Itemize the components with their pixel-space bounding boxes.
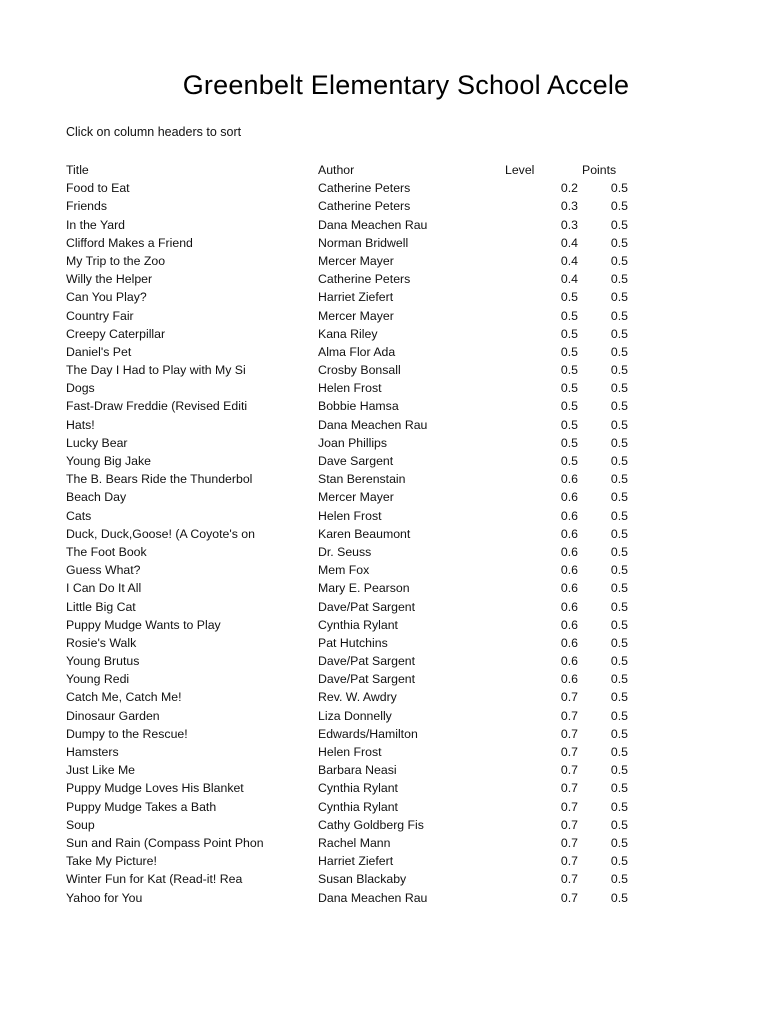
cell-title: Guess What? [66, 563, 141, 578]
cell-title: Puppy Mudge Wants to Play [66, 617, 221, 632]
table-row [0, 889, 768, 907]
cell-author: Dana Meachen Rau [318, 217, 428, 232]
cell-title: Fast-Draw Freddie (Revised Editi [66, 399, 248, 414]
table-row [0, 361, 768, 379]
cell-level: 0.7 [560, 690, 578, 705]
cell-title: Rosie's Walk [66, 635, 137, 650]
table-header-row [0, 161, 768, 179]
cell-level: 0.6 [560, 490, 578, 505]
table-row [0, 652, 768, 670]
cell-points: 0.5 [610, 763, 628, 778]
cell-title: Can You Play? [66, 290, 147, 305]
table-row [0, 252, 768, 270]
cell-author: Harriet Ziefert [318, 290, 394, 305]
cell-level: 0.4 [560, 272, 578, 287]
cell-author: Mercer Mayer [318, 253, 394, 268]
cell-title: In the Yard [66, 217, 126, 232]
cell-title: Take My Picture! [66, 854, 157, 869]
cell-author: Helen Frost [318, 745, 382, 759]
table-row [0, 234, 768, 252]
table-row [0, 688, 768, 706]
cell-points: 0.5 [610, 454, 628, 468]
cell-author: Rev. W. Awdry [318, 690, 397, 705]
cell-points: 0.5 [610, 854, 628, 869]
table-row [0, 325, 768, 343]
cell-author: Barbara Neasi [318, 763, 397, 778]
cell-author: Mem Fox [318, 563, 370, 578]
table-row [0, 452, 768, 470]
cell-points: 0.5 [610, 363, 628, 378]
cell-title: Hamsters [66, 745, 119, 759]
cell-points: 0.5 [610, 381, 628, 396]
table-row [0, 507, 768, 525]
cell-title: Food to Eat [66, 181, 130, 196]
cell-author: Susan Blackaby [318, 872, 407, 887]
cell-points: 0.5 [610, 308, 628, 323]
table-row [0, 743, 768, 761]
cell-points: 0.5 [610, 817, 628, 832]
cell-points: 0.5 [610, 872, 628, 887]
cell-title: Winter Fun for Kat (Read-it! Rea [66, 872, 243, 887]
cell-title: Young Redi [66, 672, 130, 687]
table-row [0, 343, 768, 361]
cell-title: Cats [66, 508, 92, 523]
cell-points: 0.5 [610, 745, 628, 759]
cell-points: 0.5 [610, 472, 628, 487]
table-row [0, 834, 768, 852]
cell-title: Little Big Cat [66, 599, 136, 614]
cell-points: 0.5 [610, 326, 628, 341]
cell-level: 0.6 [560, 599, 578, 614]
cell-points: 0.5 [610, 581, 628, 596]
cell-title: Young Big Jake [66, 454, 152, 468]
table-row [0, 288, 768, 306]
table-row [0, 216, 768, 234]
cell-title: Duck, Duck,Goose! (A Coyote's on [66, 526, 255, 541]
table-row [0, 616, 768, 634]
table-row [0, 179, 768, 197]
cell-points: 0.5 [610, 235, 628, 250]
table-row [0, 270, 768, 288]
cell-points: 0.5 [610, 399, 628, 414]
cell-level: 0.6 [560, 526, 578, 541]
cell-author: Edwards/Hamilton [318, 726, 418, 741]
table-row [0, 543, 768, 561]
cell-title: I Can Do It All [66, 581, 142, 596]
cell-level: 0.6 [560, 563, 578, 578]
cell-points: 0.5 [610, 435, 628, 450]
column-header-points[interactable]: Points [582, 163, 617, 177]
cell-author: Joan Phillips [318, 435, 388, 450]
page-title: Greenbelt Elementary School Accele [182, 70, 630, 100]
cell-points: 0.5 [610, 690, 628, 705]
cell-author: Mercer Mayer [318, 308, 394, 323]
cell-level: 0.4 [560, 235, 578, 250]
cell-author: Helen Frost [318, 381, 382, 396]
cell-level: 0.7 [560, 890, 578, 905]
cell-author: Mary E. Pearson [318, 581, 410, 596]
table-row [0, 798, 768, 816]
cell-title: The B. Bears Ride the Thunderbol [66, 472, 253, 487]
cell-level: 0.6 [560, 581, 578, 596]
cell-title: Young Brutus [66, 654, 140, 669]
cell-level: 0.7 [560, 745, 578, 759]
cell-title: Sun and Rain (Compass Point Phon [66, 835, 264, 850]
table-row [0, 561, 768, 579]
cell-author: Dr. Seuss [318, 544, 372, 559]
cell-author: Stan Berenstain [318, 472, 406, 487]
cell-level: 0.5 [560, 326, 578, 341]
table-row [0, 761, 768, 779]
cell-author: Cynthia Rylant [318, 781, 398, 796]
cell-level: 0.7 [560, 781, 578, 796]
cell-level: 0.6 [560, 654, 578, 669]
table-row [0, 725, 768, 743]
cell-level: 0.6 [560, 635, 578, 650]
cell-level: 0.5 [560, 435, 578, 450]
table-row [0, 779, 768, 797]
cell-points: 0.5 [610, 890, 628, 905]
sort-instruction: Click on column headers to sort [66, 125, 242, 139]
cell-points: 0.5 [610, 563, 628, 578]
cell-author: Kana Riley [318, 326, 378, 341]
table-row [0, 852, 768, 870]
cell-level: 0.3 [560, 199, 578, 214]
cell-points: 0.5 [610, 599, 628, 614]
cell-points: 0.5 [610, 253, 628, 268]
cell-points: 0.5 [610, 617, 628, 632]
cell-title: Puppy Mudge Takes a Bath [66, 799, 217, 814]
cell-author: Crosby Bonsall [318, 363, 401, 378]
cell-level: 0.6 [560, 508, 578, 523]
table-row [0, 707, 768, 725]
cell-author: Bobbie Hamsa [318, 399, 399, 414]
cell-title: Clifford Makes a Friend [66, 235, 193, 250]
cell-level: 0.2 [560, 181, 578, 196]
table-row [0, 634, 768, 652]
cell-points: 0.5 [610, 526, 628, 541]
cell-level: 0.7 [560, 708, 578, 723]
cell-points: 0.5 [610, 417, 628, 432]
cell-title: Creepy Caterpillar [66, 326, 166, 341]
table-row [0, 579, 768, 597]
table-row [0, 670, 768, 688]
cell-level: 0.7 [560, 835, 578, 850]
cell-level: 0.7 [560, 799, 578, 814]
table-row [0, 397, 768, 415]
cell-points: 0.5 [610, 217, 628, 232]
cell-title: Dogs [66, 381, 95, 396]
cell-level: 0.5 [560, 344, 578, 359]
cell-title: The Foot Book [66, 544, 147, 559]
cell-author: Pat Hutchins [318, 635, 388, 650]
cell-points: 0.5 [610, 490, 628, 505]
cell-points: 0.5 [610, 290, 628, 305]
column-header-title[interactable]: Title [66, 163, 89, 177]
cell-title: My Trip to the Zoo [66, 253, 166, 268]
cell-points: 0.5 [610, 654, 628, 669]
cell-points: 0.5 [610, 508, 628, 523]
table-row [0, 470, 768, 488]
cell-author: Dave/Pat Sargent [318, 654, 416, 669]
table-row [0, 197, 768, 215]
cell-title: Hats! [66, 417, 95, 432]
cell-level: 0.5 [560, 363, 578, 378]
cell-author: Dave Sargent [318, 454, 394, 468]
cell-points: 0.5 [610, 181, 628, 196]
cell-level: 0.3 [560, 217, 578, 232]
column-header-level[interactable]: Level [505, 163, 535, 177]
cell-level: 0.4 [560, 253, 578, 268]
cell-points: 0.5 [610, 544, 628, 559]
cell-title: Friends [66, 199, 108, 214]
cell-points: 0.5 [610, 781, 628, 796]
cell-author: Dave/Pat Sargent [318, 599, 416, 614]
cell-level: 0.5 [560, 381, 578, 396]
cell-level: 0.6 [560, 472, 578, 487]
cell-author: Mercer Mayer [318, 490, 394, 505]
cell-author: Norman Bridwell [318, 235, 409, 250]
cell-author: Dana Meachen Rau [318, 890, 428, 905]
cell-title: The Day I Had to Play with My Si [66, 363, 246, 378]
column-header-author[interactable]: Author [318, 163, 355, 177]
cell-points: 0.5 [610, 835, 628, 850]
table-row [0, 416, 768, 434]
books-table [0, 161, 768, 907]
cell-level: 0.7 [560, 872, 578, 887]
table-row [0, 434, 768, 452]
cell-title: Catch Me, Catch Me! [66, 690, 182, 705]
cell-points: 0.5 [610, 199, 628, 214]
cell-level: 0.6 [560, 672, 578, 687]
cell-author: Cynthia Rylant [318, 799, 398, 814]
cell-author: Helen Frost [318, 508, 382, 523]
cell-level: 0.5 [560, 417, 578, 432]
cell-author: Rachel Mann [318, 835, 391, 850]
cell-level: 0.7 [560, 763, 578, 778]
cell-author: Catherine Peters [318, 272, 411, 287]
cell-author: Harriet Ziefert [318, 854, 394, 869]
cell-points: 0.5 [610, 708, 628, 723]
cell-title: Just Like Me [66, 763, 136, 778]
cell-author: Karen Beaumont [318, 526, 411, 541]
table-row [0, 379, 768, 397]
cell-points: 0.5 [610, 672, 628, 687]
cell-title: Dumpy to the Rescue! [66, 726, 188, 741]
table-row [0, 816, 768, 834]
cell-author: Cathy Goldberg Fis [318, 817, 424, 832]
cell-level: 0.5 [560, 308, 578, 323]
cell-author: Dave/Pat Sargent [318, 672, 416, 687]
table-row [0, 598, 768, 616]
table-row [0, 488, 768, 506]
cell-level: 0.6 [560, 617, 578, 632]
cell-level: 0.7 [560, 817, 578, 832]
cell-author: Alma Flor Ada [318, 344, 396, 359]
cell-title: Beach Day [66, 490, 127, 505]
cell-author: Liza Donnelly [318, 708, 392, 723]
cell-level: 0.7 [560, 726, 578, 741]
cell-title: Lucky Bear [66, 435, 128, 450]
cell-author: Catherine Peters [318, 181, 411, 196]
cell-author: Cynthia Rylant [318, 617, 398, 632]
table-row [0, 307, 768, 325]
cell-title: Dinosaur Garden [66, 708, 160, 723]
cell-author: Dana Meachen Rau [318, 417, 428, 432]
cell-points: 0.5 [610, 344, 628, 359]
cell-title: Willy the Helper [66, 272, 153, 287]
cell-points: 0.5 [610, 799, 628, 814]
cell-points: 0.5 [610, 635, 628, 650]
cell-level: 0.6 [560, 544, 578, 559]
cell-level: 0.5 [560, 454, 578, 468]
cell-author: Catherine Peters [318, 199, 411, 214]
cell-level: 0.7 [560, 854, 578, 869]
table-row [0, 525, 768, 543]
cell-level: 0.5 [560, 399, 578, 414]
cell-points: 0.5 [610, 272, 628, 287]
cell-points: 0.5 [610, 726, 628, 741]
cell-title: Yahoo for You [66, 890, 143, 905]
cell-title: Country Fair [66, 308, 134, 323]
cell-title: Soup [66, 817, 95, 832]
cell-title: Daniel's Pet [66, 344, 132, 359]
cell-title: Puppy Mudge Loves His Blanket [66, 781, 244, 796]
cell-level: 0.5 [560, 290, 578, 305]
table-row [0, 870, 768, 888]
